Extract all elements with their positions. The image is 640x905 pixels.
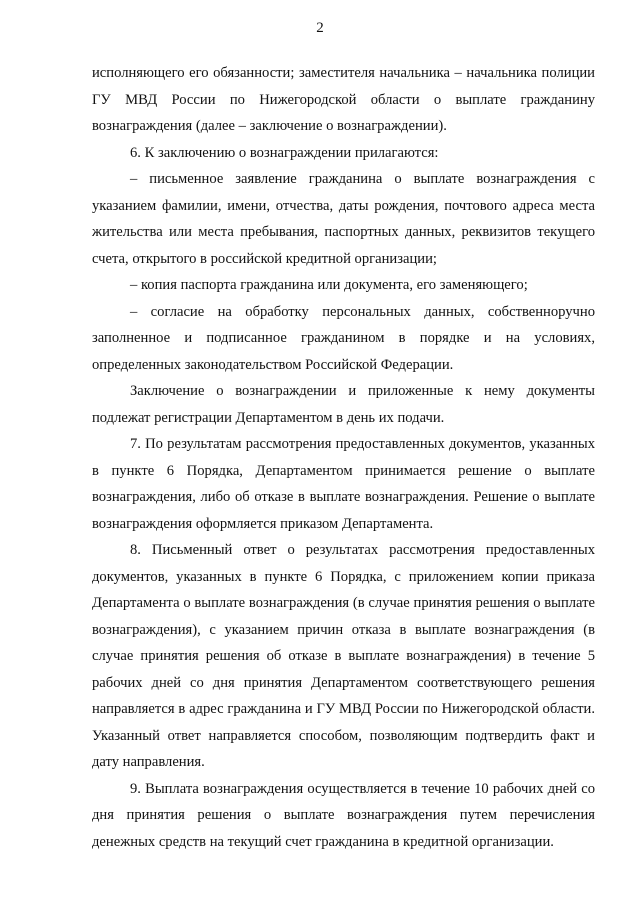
paragraph-7: 7. По результатам рассмотрения предоставленных документов, указанных в пункте 6 Порядка, Департаментом принимается решение о выплате вознаграждения, либо об отказе в выплате вознаграждения. Решение о выплате вознаграждения оформляется приказом Департамента. <box>92 436 595 532</box>
paragraph-8: 8. Письменный ответ о результатах рассмотрения предоставленных документов, указанных в пункте 6 Порядка, с приложением копии приказа Департамента о выплате вознаграждения (в случае принятия решения о выплате вознаграждения), с указанием причин отказа в выплате вознаграждения (в случае принятия решения об отказе в выплате вознаграждения) в течение 5 рабочих дней со дня принятия Департаментом соответствующего решения направляется в адрес гражданина и ГУ МВД России по Нижегородской области. Указанный ответ направляется способом, позволяющим подтвердить факт и дату направления. <box>92 542 595 770</box>
paragraph-continuation: исполняющего его обязанности; заместителя начальника – начальника полиции ГУ МВД России по Нижегородской области о выплате гражданину вознаграждения (далее – заключение о вознаграждении). <box>92 65 595 134</box>
paragraph-6-registration: Заключение о вознаграждении и приложенные к нему документы подлежат регистрации Департаментом в день их подачи. <box>92 383 595 426</box>
document-body <box>92 60 595 855</box>
page-number: 2 <box>316 20 324 36</box>
paragraph-6-item-passport: – копия паспорта гражданина или документа, его заменяющего; <box>130 277 528 293</box>
paragraph-6-item-application: – письменное заявление гражданина о выплате вознаграждения с указанием фамилии, имени, отчества, даты рождения, почтового адреса места жительства или места пребывания, паспортных данных, реквизитов текущего счета, открытого в российской кредитной организации; <box>92 171 595 267</box>
paragraph-9: 9. Выплата вознаграждения осуществляется в течение 10 рабочих дней со дня принятия решения о выплате вознаграждения путем перечисления денежных средств на текущий счет гражданина в кредитной организации. <box>92 780 595 850</box>
paragraph-6: 6. К заключению о вознаграждении прилагаются: <box>130 144 439 161</box>
paragraph-6-item-consent: – согласие на обработку персональных данных, собственноручно заполненное и подписанное гражданином в порядке и на условиях, определенных законодательством Российской Федерации. <box>92 303 595 373</box>
